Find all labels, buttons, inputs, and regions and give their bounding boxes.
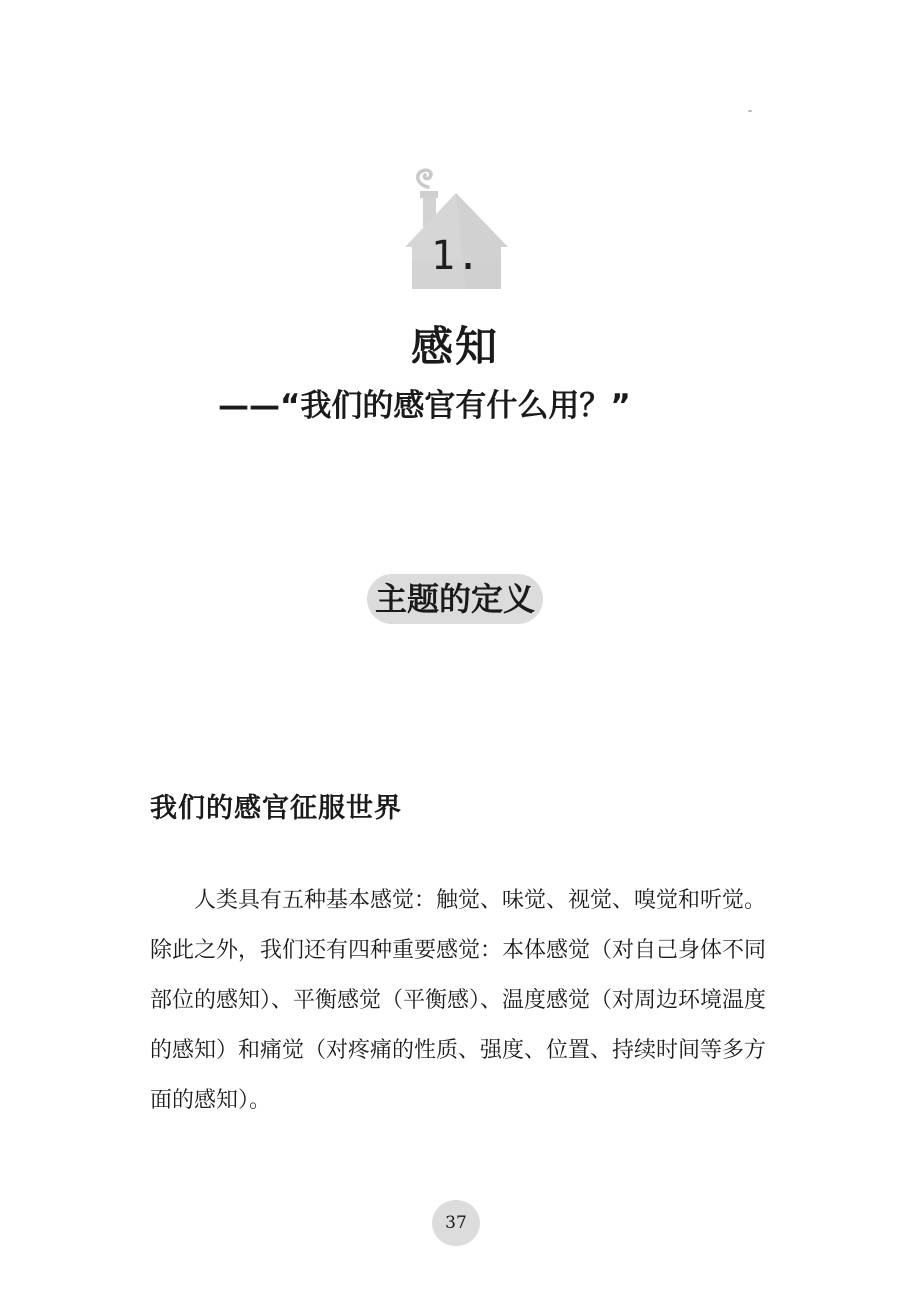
page-number: 37 [445,1213,467,1233]
chapter-number: 1. [430,233,482,279]
house-icon [396,165,516,295]
section-heading: 我们的感官征服世界 [150,793,402,824]
chapter-subtitle: ——“我们的感官有什么用？” [218,388,631,424]
page-number-badge [432,1200,480,1246]
body-paragraph: 人类具有五种基本感觉：触觉、味觉、视觉、嗅觉和听觉。除此之外，我们还有四种重要感觉：本体感觉（对自己身体不同部位的感知）、平衡感觉（平衡感）、温度感觉（对周边环境温度的感知）和痛觉（对疼痛的性质、强度、位置、持续时间等多方面的感知）。 [150,888,767,1113]
chapter-title: 感知 [410,322,499,371]
section-badge-label: 主题的定义 [374,580,535,618]
section-badge [367,574,543,624]
print-speck [748,110,752,112]
